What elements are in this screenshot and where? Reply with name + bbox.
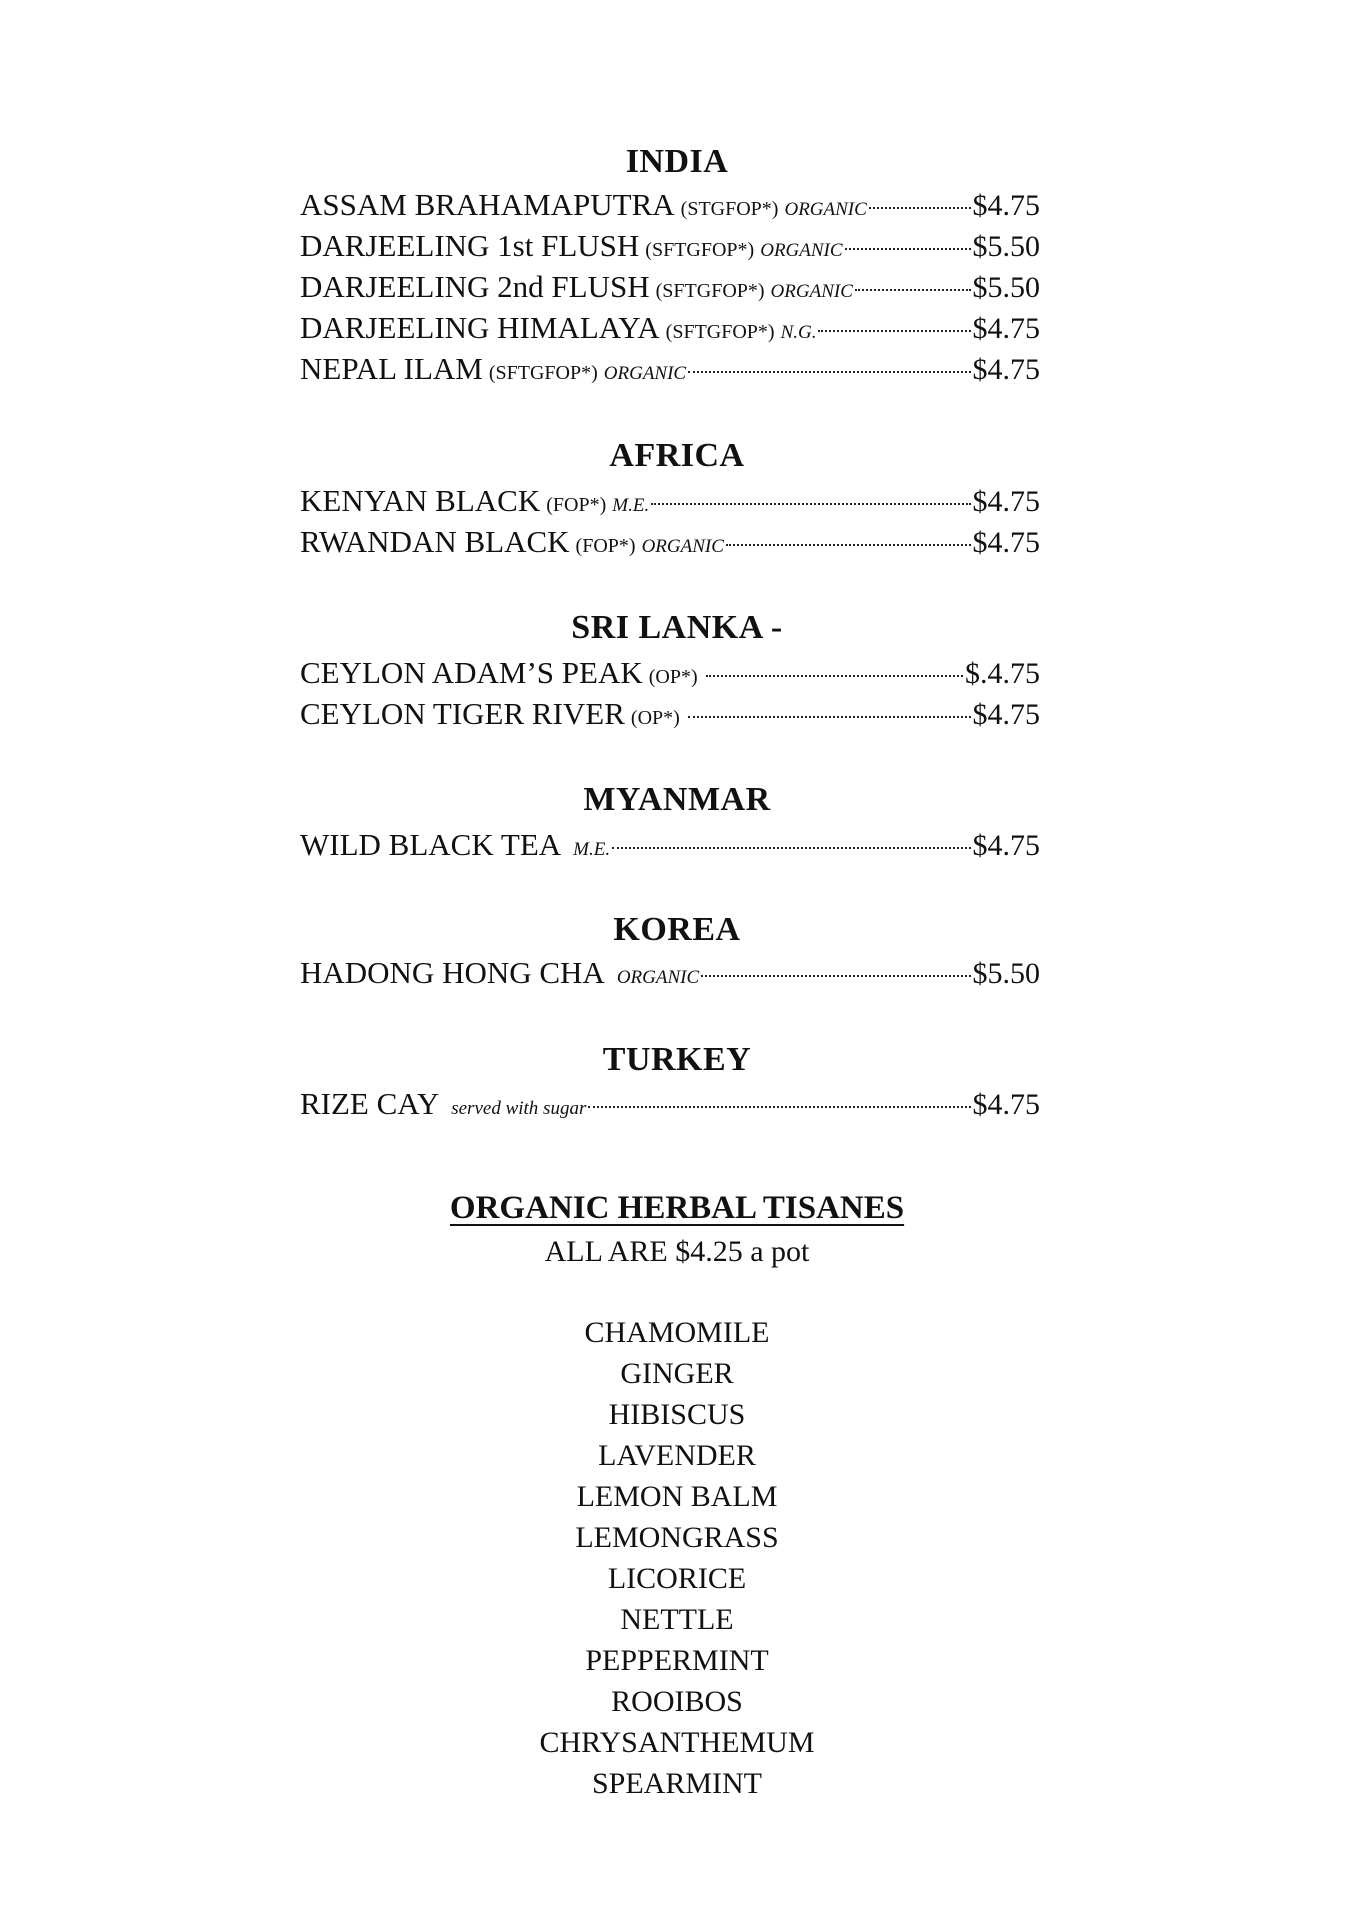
dot-leader: [588, 1106, 970, 1108]
dot-leader: [688, 716, 971, 718]
tea-name: KENYAN BLACK: [300, 483, 541, 518]
dot-leader: [612, 847, 970, 849]
dot-leader: [845, 248, 971, 250]
tisane-item: LAVENDER: [598, 1439, 756, 1472]
tea-price: $4.75: [972, 353, 1040, 386]
tisane-item: CHRYSANTHEMUM: [539, 1726, 815, 1759]
tea-note: ORGANIC: [641, 536, 724, 557]
tea-item: [300, 1084, 1040, 1124]
tea-item: [300, 481, 1040, 521]
tea-item: [300, 185, 1040, 225]
tea-item: [300, 522, 1040, 562]
section-heading-korea: KOREA: [613, 911, 741, 948]
tea-item: [300, 653, 1040, 693]
tea-note: ORGANIC: [760, 240, 843, 261]
tea-price: $4.75: [972, 1088, 1040, 1121]
tea-note: N.G.: [780, 322, 817, 343]
tea-price: $5.50: [972, 230, 1040, 263]
section-heading-sri-lanka: SRI LANKA -: [571, 609, 783, 646]
tea-price: $4.75: [972, 829, 1040, 862]
tea-item: [300, 308, 1040, 348]
tea-name: NEPAL ILAM: [300, 351, 483, 386]
tea-grade: (SFTGFOP*): [645, 239, 755, 261]
tea-note: served with sugar: [451, 1098, 587, 1119]
dot-leader: [701, 975, 970, 977]
tea-item: [300, 953, 1040, 993]
tisane-item: LEMON BALM: [576, 1480, 778, 1513]
tisane-item: PEPPERMINT: [585, 1644, 769, 1677]
tea-item: [300, 825, 1040, 865]
tea-item: [300, 226, 1040, 266]
tea-price: $5.50: [972, 271, 1040, 304]
tea-price: $5.50: [972, 957, 1040, 990]
tea-grade: (FOP*): [546, 494, 607, 516]
tea-grade: (SFTGFOP*): [665, 321, 775, 343]
tea-item: [300, 694, 1040, 734]
dot-leader: [706, 675, 963, 677]
tea-item: [300, 349, 1040, 389]
tea-name: RIZE CAY: [300, 1086, 440, 1121]
tea-note: ORGANIC: [770, 281, 853, 302]
tea-name: DARJEELING HIMALAYA: [300, 310, 660, 345]
tisane-item: LICORICE: [607, 1562, 747, 1595]
tisanes-price-note: ALL ARE $4.25 a pot: [544, 1235, 810, 1268]
tisanes-heading-text: ORGANIC HERBAL TISANES: [449, 1190, 905, 1226]
dot-leader: [855, 289, 971, 291]
tisane-item: LEMONGRASS: [575, 1521, 779, 1554]
tea-grade: (FOP*): [575, 535, 636, 557]
tea-name: CEYLON TIGER RIVER: [300, 696, 625, 731]
tea-grade: (OP*): [648, 666, 698, 688]
tea-price: $4.75: [972, 485, 1040, 518]
section-heading-india: INDIA: [625, 143, 729, 180]
tisane-item: SPEARMINT: [591, 1767, 763, 1800]
tea-grade: (OP*): [630, 707, 680, 729]
tea-name: DARJEELING 2nd FLUSH: [300, 269, 650, 304]
tisane-item: HIBISCUS: [608, 1398, 746, 1431]
tea-name: HADONG HONG CHA: [300, 955, 605, 990]
tisane-list: [0, 1312, 1354, 1804]
dot-leader: [688, 371, 970, 373]
tisane-item: NETTLE: [620, 1603, 734, 1636]
section-heading-turkey: TURKEY: [602, 1041, 752, 1078]
tea-item: [300, 267, 1040, 307]
tea-grade: (SFTGFOP*): [488, 362, 598, 384]
dot-leader: [726, 544, 971, 546]
dot-leader: [818, 330, 970, 332]
tisane-item: CHAMOMILE: [584, 1316, 770, 1349]
section-heading-africa: AFRICA: [609, 437, 745, 474]
tea-note: ORGANIC: [603, 363, 687, 384]
tea-grade: (STGFOP*): [680, 198, 779, 220]
tisanes-heading: [0, 1186, 1354, 1233]
section-heading-myanmar: MYANMAR: [583, 781, 771, 818]
tea-name: DARJEELING 1st FLUSH: [300, 228, 640, 263]
tea-name: RWANDAN BLACK: [300, 524, 570, 559]
tea-name: ASSAM BRAHAMAPUTRA: [300, 187, 675, 222]
tea-price: $.4.75: [965, 657, 1040, 690]
tea-price: $4.75: [972, 312, 1040, 345]
tea-note: ORGANIC: [616, 967, 700, 988]
dot-leader: [651, 503, 970, 505]
tea-note: M.E.: [573, 839, 611, 860]
tisane-item: ROOIBOS: [611, 1685, 743, 1718]
tea-price: $4.75: [972, 526, 1040, 559]
tea-grade: (SFTGFOP*): [655, 280, 765, 302]
tea-note: M.E.: [612, 495, 650, 516]
tisane-item: GINGER: [620, 1357, 734, 1390]
tea-name: WILD BLACK TEA: [300, 827, 562, 862]
tea-note: ORGANIC: [784, 199, 867, 220]
tea-price: $4.75: [972, 698, 1040, 731]
tea-price: $4.75: [972, 189, 1040, 222]
dot-leader: [869, 207, 971, 209]
tea-name: CEYLON ADAM’S PEAK: [300, 655, 643, 690]
